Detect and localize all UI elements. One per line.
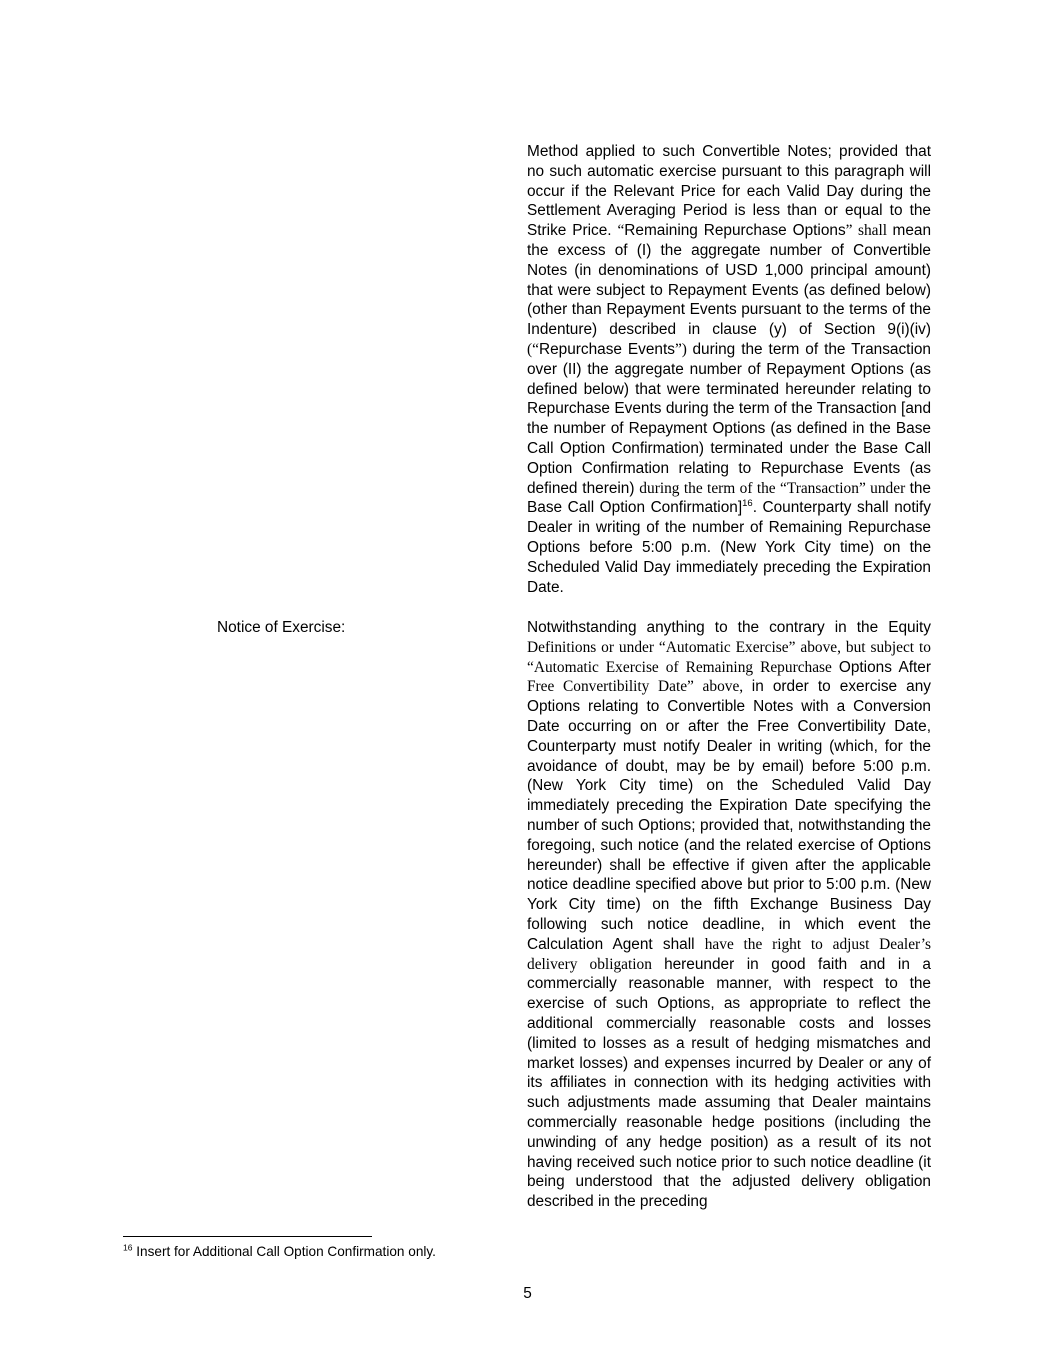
text-segment: in order to exercise any Options relating to Convertible Notes with a Conversion Date occurring on or after the Free Convertibility Date, Counterparty must notify Dealer in writing (which, for the avoidance of doubt, may be by email) before 5:00 p.m. (New York City time) on the Scheduled Valid Day immediately preceding the Expiration Date specifying the number of such Options; provided that, notwithstanding the foregoing, such notice (and the related exercise of Options hereunder) shall be effective if given after the applicable notice deadline specified above but prior to 5:00 p.m. (New York City time) on the fifth Exchange Business Day following such notice deadline, in which event the Calculation Agent shall [527,678,931,953]
remaining-repurchase-options-paragraph [527,142,931,597]
text-segment: ”) [674,340,693,358]
text-segment: have the right to adjust Dealer’s delivery obligation [527,935,931,973]
text-segment: Free Convertibility Date” above, [527,678,752,696]
text-segment: . Counterparty shall notify Dealer in writing of the number of Remaining Repurchase Options before 5:00 p.m. (New York City time) on the Scheduled Valid Day immediately preceding the Expiration Date. [527,499,932,596]
notice-of-exercise-label: Notice of Exercise: [217,619,346,636]
defined-term: Repurchase Events [538,340,675,358]
text-segment: Definitions or under “Automatic Exercise” above, but subject to “Automatic Exercise of Remaining Repurchase [527,638,931,676]
text-segment: (“ [527,340,539,358]
text-segment: Notwithstanding anything to the contrary in the Equity [527,619,931,636]
text-segment: hereunder in good faith and in a commercially reasonable manner, with respect to the exercise of such Options, as appropriate to reflect the additional commercially reasonable costs and losses (limited to losses as a result of hedging mismatches and market losses) and expenses incurred by Dealer or any of its affiliates in connection with its hedging activities with such adjustments made assuming that Dealer maintains commercially reasonable hedge positions (including the unwinding of any hedge position) as a result of its not having received such notice prior to such notice deadline (it being understood that the adjusted delivery obligation described in the preceding [527,955,931,1211]
text-segment: ” shall [845,222,893,240]
footnote-reference: 16 [742,498,753,510]
footnote-separator [123,1236,372,1237]
notice-of-exercise-paragraph [527,618,931,1212]
text-segment: during the term of the “Transaction” under [639,479,910,497]
text-segment: during the term of the Transaction over (II) the aggregate number of Repayment Options (as defined below) that were terminated hereunder relating to Repurchase Events during the term of the Transaction [and the number of Repayment Options (as defined in the Base Call Option Confirmation) terminated under the Base Call Option Confirmation relating to Repurchase Events (as defined therein) [527,340,931,497]
footnote [123,1243,436,1261]
footnote-number: 16 [123,1242,133,1253]
footnote-text: Insert for Additional Call Option Confirmation only. [132,1244,436,1259]
page-number: 5 [523,1285,532,1302]
text-segment: mean the excess of (I) the aggregate number of Convertible Notes (in denominations of USD 1,000 principal amount) that were subject to Repayment Events (as defined below) (other than Repayment Events pursuant to the terms of the Indenture) described in clause (y) of Section 9(i)(iv) [527,222,931,339]
text-segment: the Base Call Option Confirmation] [527,479,931,517]
defined-term: Remaining Repurchase Options [624,222,846,240]
text-segment: Method applied to such Convertible Notes; provided that no such automatic exercise pursuant to this paragraph will occur if the Relevant Price for each Valid Day during the Settlement Averaging Period is less than or equal to the Strike Price. [527,143,931,240]
text-segment: “ [617,222,625,240]
text-segment: Options After [838,658,931,676]
